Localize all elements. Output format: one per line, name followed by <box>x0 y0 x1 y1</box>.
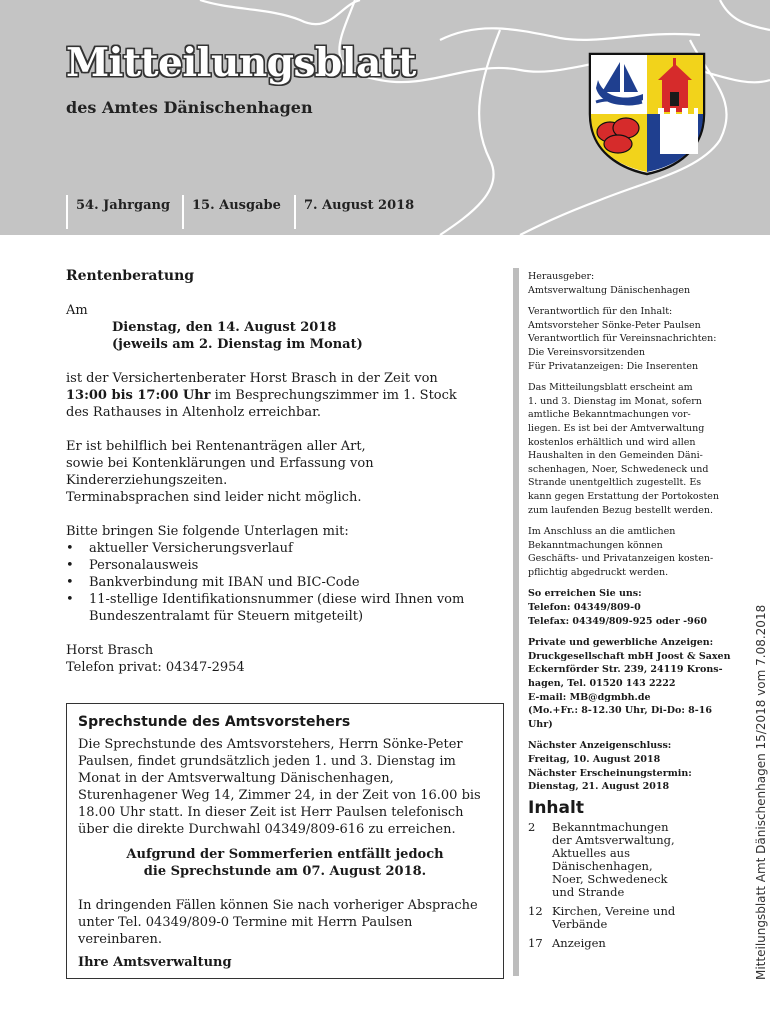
article-intro: Am <box>66 303 88 318</box>
notice-line: Aufgrund der Sommerferien entfällt jedoch <box>126 847 444 862</box>
publisher-name: Amtsverwaltung Dänischenhagen <box>528 284 691 296</box>
imprint-line: amtliche Bekanntmachungen vor- <box>528 409 691 421</box>
issue-number: 15. Ausgabe <box>182 195 290 229</box>
box-body: Die Sprechstunde des Amtsvorstehers, Herrn Sönke-Peter Paulsen, findet grundsätzlich jeden 1. und 3. Dienstag im Monat in der Amtsverwaltung Dänischenhagen, Sturenhagener Weg 14, Zimmer 24, in der Zeit von 16.00 bis 18.00 Uhr statt. In dieser Zeit ist Herr Paulsen telefonisch über die direkte Durchwahl 04349/809-616 zu erreichen. <box>78 737 481 837</box>
imprint-line: schenhagen, Noer, Schwedeneck und <box>528 463 709 475</box>
imprint-line: Für Privatanzeigen: Die Inserenten <box>528 360 699 372</box>
coat-of-arms-icon <box>588 52 706 176</box>
imprint-line: Eckernförder Str. 239, 24119 Krons- <box>528 664 723 676</box>
toc-entry <box>528 905 738 931</box>
imprint-line: E-mail: MB@dgmbh.de <box>528 691 651 703</box>
paragraph-line: Terminabsprachen sind leider nicht möglich. <box>66 490 362 505</box>
imprint-line: (Mo.+Fr.: 8-12.30 Uhr, Di-Do: 8-16 Uhr) <box>528 705 712 730</box>
contact-block <box>528 587 738 628</box>
imprint-line: Die Vereinsvorsitzenden <box>528 346 646 358</box>
imprint-line: Verantwortlich für Vereinsnachrichten: <box>528 333 717 345</box>
imprint-line: Nächster Anzeigenschluss: <box>528 740 672 752</box>
list-item: • Bankverbindung mit IBAN und BIC-Code <box>66 574 506 591</box>
urgent-contact: In dringenden Fällen können Sie nach vorheriger Absprache unter Tel. 04349/809-0 Termine mit Herrn Paulsen vereinbaren. <box>78 898 478 947</box>
imprint-line: Amtsvorsteher Sönke-Peter Paulsen <box>528 319 701 331</box>
toc-entry <box>528 937 738 950</box>
imprint-line: Haushalten in den Gemeinden Däni- <box>528 450 703 462</box>
cancellation-notice <box>78 846 492 880</box>
imprint-line: 1. und 3. Dienstag im Monat, sofern <box>528 395 702 407</box>
ads-note-block <box>528 525 738 579</box>
contact-phone: Telefon privat: 04347-2954 <box>66 660 245 675</box>
publication-subtitle: des Amtes Dänischenhagen <box>66 98 313 117</box>
toc-page: 12 <box>528 904 543 919</box>
list-item: • 11-stellige Identifikationsnummer (diese wird Ihnen vom Bundeszentralamt für Steuern mitgeteilt) <box>66 591 506 625</box>
paragraph-line: Kindererziehungszeiten. <box>66 473 228 488</box>
vertical-issue-label: Mitteilungsblatt Amt Dänischenhagen 15/2018 vom 7.08.2018 <box>754 604 768 980</box>
imprint-line: Geschäfts- und Privatanzeigen kosten- <box>528 553 714 565</box>
toc-entry <box>528 821 738 899</box>
appointment-frequency: (jeweils am 2. Dienstag im Monat) <box>112 337 363 352</box>
publication-title: Mitteilungsblatt <box>66 40 416 86</box>
notice-line: die Sprechstunde am 07. August 2018. <box>143 864 427 879</box>
responsible-label: Verantwortlich für den Inhalt: <box>528 306 673 318</box>
paragraph-line: sowie bei Kontenklärungen und Erfassung von <box>66 456 374 471</box>
imprint-line: Im Anschluss an die amtlichen <box>528 526 676 538</box>
article-heading: Rentenberatung <box>66 268 195 284</box>
list-item: • Personalausweis <box>66 557 506 574</box>
issue-volume: 54. Jahrgang <box>66 195 178 229</box>
toc-title: Bekanntmachungen der Amtsverwaltung, Aktuelles aus Dänischenhagen, Noer, Schwedeneck und Strande <box>552 820 675 900</box>
documents-list <box>66 540 506 625</box>
imprint-line: liegen. Es ist bei der Amtverwaltung <box>528 422 705 434</box>
imprint-line: kann gegen Erstattung der Portokosten <box>528 490 720 502</box>
box-heading: Sprechstunde des Amtsvorstehers <box>78 714 351 730</box>
imprint-line: Nächster Erscheinungstermin: <box>528 767 692 779</box>
imprint-line: Das Mitteilungsblatt erscheint am <box>528 382 693 394</box>
imprint-line: zum laufenden Bezug bestellt werden. <box>528 504 713 516</box>
contact-name: Horst Brasch <box>66 643 154 658</box>
paragraph-line: Er ist behilflich bei Rentenanträgen aller Art, <box>66 439 366 454</box>
issue-date: 7. August 2018 <box>294 195 424 229</box>
publisher-block <box>528 270 738 297</box>
imprint-sidebar <box>528 270 738 956</box>
imprint-line: hagen, Tel. 01520 143 2222 <box>528 678 676 690</box>
publisher-label: Herausgeber: <box>528 271 595 282</box>
toc-page: 17 <box>528 936 543 951</box>
consultation-time: 13:00 bis 17:00 Uhr <box>66 388 211 403</box>
office-hours-box <box>66 703 504 979</box>
box-signature: Ihre Amtsverwaltung <box>78 955 232 970</box>
paragraph-text: ist der Versichertenberater Horst Brasch in der Zeit von <box>66 371 438 386</box>
distribution-block <box>528 381 738 517</box>
imprint-line: Telefon: 04349/809-0 <box>528 602 641 614</box>
documents-intro: Bitte bringen Sie folgende Unterlagen mit: <box>66 524 349 539</box>
appointment-date: Dienstag, den 14. August 2018 <box>112 320 337 335</box>
imprint-line: pflichtig abgedruckt werden. <box>528 566 669 578</box>
toc-title: Kirchen, Vereine und Verbände <box>552 904 676 932</box>
sidebar-divider <box>513 268 519 976</box>
responsible-block <box>528 305 738 373</box>
list-item: • aktueller Versicherungsverlauf <box>66 540 506 557</box>
article-paragraph-1 <box>66 370 506 421</box>
table-of-contents <box>528 821 738 950</box>
imprint-line: So erreichen Sie uns: <box>528 588 642 600</box>
toc-page: 2 <box>528 820 536 835</box>
contents-heading: Inhalt <box>528 797 584 818</box>
ads-contact-block <box>528 636 738 731</box>
imprint-line: kostenlos erhältlich und wird allen <box>528 436 696 448</box>
paragraph-text: im Besprechungszimmer im 1. Stock <box>210 388 457 403</box>
imprint-line: Telefax: 04349/809-925 oder -960 <box>528 615 707 627</box>
masthead <box>0 0 770 235</box>
imprint-line: Private und gewerbliche Anzeigen: <box>528 637 714 649</box>
toc-title: Anzeigen <box>552 936 606 951</box>
deadlines-block <box>528 739 738 793</box>
imprint-line: Strande unentgeltlich zugestellt. Es <box>528 477 702 489</box>
imprint-line: Bekanntmachungen können <box>528 539 663 551</box>
imprint-line: Freitag, 10. August 2018 <box>528 754 661 765</box>
imprint-line: Druckgesellschaft mbH Joost & Saxen <box>528 650 731 662</box>
paragraph-text: des Rathauses in Altenholz erreichbar. <box>66 405 321 420</box>
article-rentenberatung <box>66 268 506 676</box>
imprint-line: Dienstag, 21. August 2018 <box>528 781 670 793</box>
article-paragraph-2 <box>66 438 506 506</box>
